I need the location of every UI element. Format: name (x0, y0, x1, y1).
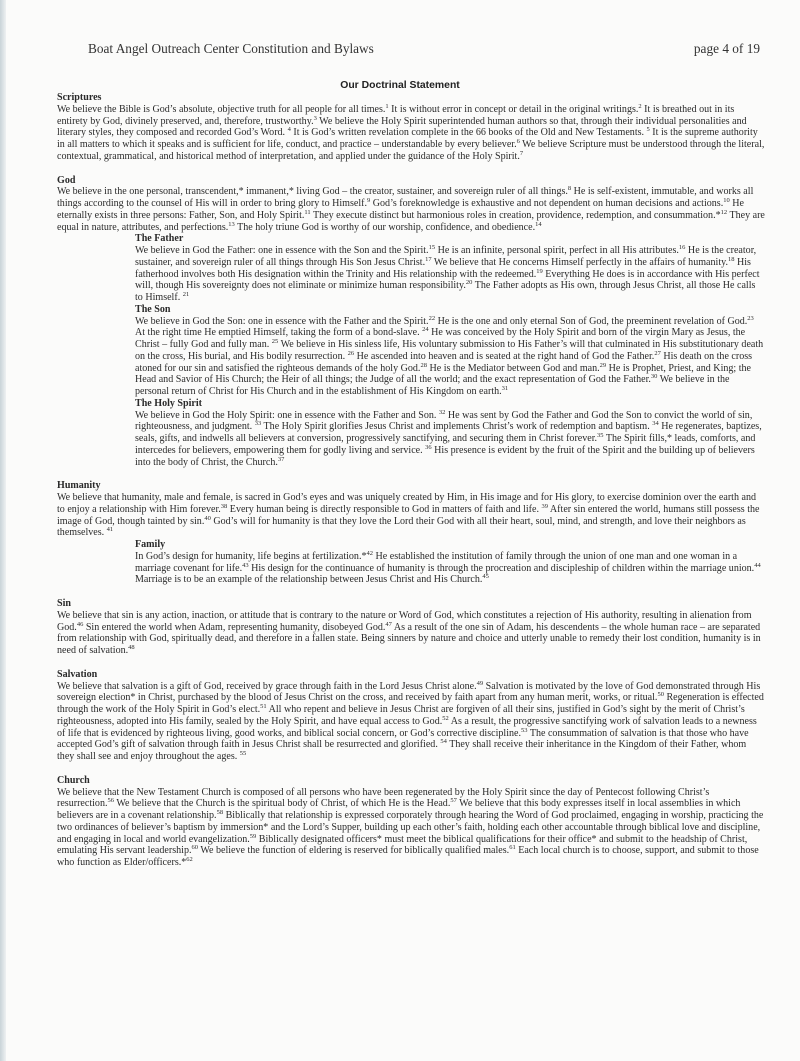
section-paragraph: We believe that humanity, male and female, is sacred in God’s eyes and was uniquely created by Him, in His image and for His glory, to exercise dominion over the earth and to enjoy a relationship with Him forever.$^{38}$ Every human being is directly responsible to God in matters of faith and life. $^{39}$ After sin entered the world, humans still possess the image of God, though tainted by sin.$^{40}$ God’s will for humanity is that they love the Lord their God with all their heart, soul, mind, and strength, and love their neighbors as themselves. $^{41}$ (57, 492, 760, 539)
footnote-ref: 5 (646, 126, 650, 134)
subsection-paragraph: In God’s design for humanity, life begins at fertilization.*$^{42}$ He established the institution of family through the union of one man and one woman in a marriage covenant for life.$^{43}$ His design for the continuance of humanity is through the procreation and discipleship of children within the marriage union.$^{44}$ Marriage is to be an example of the relationship between Jesus Christ and His Church.$^{45}$ (135, 549, 761, 586)
footnote-ref: 32 (438, 408, 446, 416)
footnote-ref: 36 (425, 443, 432, 451)
footnote-ref: 22 (428, 314, 436, 322)
subsection-paragraph: We believe in God the Holy Spirit: one in essence with the Father and Son. $^{32}$ He was sent by God the Father and God the Son to convict the world of sin, righteousness, and judgment. $^{33}$ The Holy Spirit glorifies Jesus Christ and implements Christ’s work of redemption and baptism. $^{34}$ He regenerates, baptizes, seals, gifts, and indwells all believers at conversion, progressively sanctifying, and securing them in Christ forever.$^{35}$ The Spirit fills,* leads, comforts, and intercedes for believers, empowering them for godly living and service. $^{36}$ His presence is evident by the fruit of the Spirit and the building up of believers into the body of Christ, the Church.$^{37}$ (135, 408, 762, 468)
footnote-ref: 45 (482, 573, 489, 581)
footnote-ref: 54 (440, 738, 447, 746)
section-paragraph: We believe in the one personal, transcendent,* immanent,* living God – the creator, sustainer, and sovereign ruler of all things.$^8$ He is self-existent, immutable, and works all things according to the counsel of His will in order to bring glory to Himself.$^9$ God’s foreknowledge is exhaustive and not dependent on human decisions and actions.$^{10}$ He eternally exists in three persons: Father, Son, and Holy Spirit.$^{11}$ They execute distinct but harmonious roles in creation, providence, redemption, and consummation.*$^{12}$ They are equal in nature, attributes, and perfections.$^{13}$ The holy triune God is worthy of our worship, confidence, and obedience.$^{14}$ (57, 185, 765, 233)
footnote-ref: 52 (442, 714, 449, 722)
footnote-ref: 26 (347, 349, 355, 357)
section-scriptures (57, 92, 765, 163)
footnote-ref: 59 (249, 832, 257, 840)
footnote-ref: 19 (536, 267, 543, 275)
footnote-ref: 39 (541, 502, 548, 510)
page-number: page 4 of 19 (693, 41, 760, 56)
footnote-ref: 50 (657, 691, 664, 699)
section-heading: Church (57, 774, 90, 786)
section-humanity (57, 480, 765, 586)
footnote-ref: 24 (422, 326, 429, 334)
subsection-paragraph: We believe in God the Father: one in essence with the Son and the Spirit.$^{15}$ He is an infinite, personal spirit, perfect in all His attributes.$^{16}$ He is the creator, sustainer, and sovereign ruler of all things through His Son Jesus Christ.$^{17}$ We believe that He concerns Himself perfectly in the affairs of humanity.$^{18}$ His fatherhood involves both His designation within the Trinity and His relationship with the redeemed.$^{19}$ Everything He does is in accordance with His perfect will, though His sovereignty does not eliminate or minimize human responsibility.$^{20}$ The Father adopts as His own, through Jesus Christ, all those He calls to Himself. $^{21}$ (135, 244, 760, 303)
subsection-family (135, 539, 765, 586)
footnote-ref: 53 (521, 726, 528, 734)
document-title: Boat Angel Outreach Center Constitution and Bylaws (88, 41, 374, 56)
footnote-ref: 47 (385, 620, 392, 628)
section-paragraph: We believe the Bible is God’s absolute, objective truth for all people for all times.$^1$ It is without error in concept or detail in the original writings.$^2$ It is breathed out in its entirety by God, divinely preserved, and, therefore, trustworthy.$^3$ We believe the Holy Spirit superintended human authors so that, through their individual personalities and literary styles, they composed and recorded God’s Word. $^4$ It is God’s written revelation complete in the 66 books of the Old and New Testaments. $^5$ It is the supreme authority in all matters to which it speaks and is sufficient for life, conduct, and practice – understandable by every believer.$^6$ We believe Scripture must be understood through the literal, contextual, grammatical, and historical method of interpretation, and applied under the guidance of the Holy Spirit.$^7$ (57, 102, 765, 162)
footnote-ref: 62 (186, 856, 193, 863)
footnote-ref: 56 (107, 797, 114, 805)
footnote-ref: 43 (242, 561, 249, 569)
footnote-ref: 46 (76, 620, 84, 628)
footnote-ref: 13 (228, 220, 235, 228)
footnote-ref: 48 (128, 644, 135, 651)
footnote-ref: 3 (313, 114, 317, 122)
footnote-ref: 11 (304, 208, 311, 216)
section-god (57, 175, 765, 469)
section-heading: Salvation (57, 668, 98, 680)
section-paragraph: We believe that the New Testament Church is composed of all persons who have been regenerated by the Holy Spirit since the day of Pentecost following Christ’s resurrection.$^{56}$ We believe that the Church is the spiritual body of Christ, of which He is the Head.$^{57}$ We believe that this body expresses itself in local assemblies in which believers are in a covenant relationship.$^{58}$ Biblically that relationship is expressed corporately through hearing the Word of God proclaimed, engaging in worship, practicing the two ordinances of believer’s baptism by immersion* and the Lord’s Supper, building up each other’s faith, holding each other accountable through biblical love and discipline, and engaging in local and world evangelization.$^{59}$ Biblically designated officers* must meet the biblical qualifications for their office* and submit to the headship of Christ, emulating His servant leadership.$^{60}$ We believe the function of eldering is reserved for biblically qualified males.$^{61}$ Each local church is to choose, support, and submit to those who function as Elder/officers.*$^{62}$ (57, 786, 764, 868)
footnote-ref: 30 (650, 373, 658, 381)
footnote-ref: 28 (420, 361, 427, 369)
footnote-ref: 9 (367, 197, 371, 204)
footnote-ref: 21 (182, 291, 190, 298)
footnote-ref: 58 (216, 809, 224, 816)
footnote-ref: 49 (476, 679, 484, 687)
footnote-ref: 23 (747, 314, 754, 322)
subsection-father (135, 233, 765, 304)
footnote-ref: 34 (652, 420, 659, 428)
footnote-ref: 7 (519, 149, 524, 157)
subsection-heading: The Holy Spirit (135, 397, 202, 409)
footnote-ref: 61 (509, 844, 516, 852)
footnote-ref: 38 (220, 502, 228, 510)
section-heading: Sin (57, 598, 71, 609)
footnote-ref: 40 (204, 514, 211, 522)
subsection-heading: Family (135, 539, 166, 550)
footnote-ref: 4 (287, 126, 291, 134)
footnote-ref: 18 (728, 255, 735, 263)
section-sin (57, 598, 765, 657)
footnote-ref: 41 (106, 526, 114, 534)
section-heading: God (57, 174, 76, 186)
section-heading: Scriptures (57, 92, 102, 103)
footnote-ref: 27 (654, 349, 661, 357)
footnote-ref: 10 (723, 197, 730, 204)
document-body (57, 92, 765, 881)
footnote-ref: 6 (516, 138, 520, 145)
section-church (57, 775, 765, 869)
subsection-heading: The Son (135, 303, 171, 315)
footnote-ref: 20 (465, 279, 473, 287)
footnote-ref: 12 (720, 208, 728, 216)
subsection-heading: The Father (135, 233, 184, 245)
section-paragraph: We believe that salvation is a gift of God, received by grace through faith in the Lord Jesus Christ alone.$^{49}$ Salvation is motivated by the love of God demonstrated through His sovereign election* in Christ, purchased by the blood of Jesus Christ on the cross, and received by faith apart from any human merit, works, or ritual.$^{50}$ Regeneration is effected through the work of the Holy Spirit in God’s elect.$^{51}$ All who repent and believe in Jesus Christ are forgiven of all their sins, justified in God’s sight by the merit of Christ’s righteousness, adopted into His family, sealed by the Holy Spirit, and have equal access to God.$^{52}$ As a result, the progressive sanctifying work of salvation leads to a newness of life that is evidenced by righteous living, good works, and biblical social concern, or God’s corrective discipline.$^{53}$ The consummation of salvation is that those who have accepted God’s gift of salvation through faith in Jesus Christ shall be resurrected and glorified. $^{54}$ They shall receive their inheritance in the Kingdom of their Father, whom they shall see and enjoy throughout the ages. $^{55}$ (57, 679, 764, 762)
footnote-ref: 29 (599, 361, 607, 369)
footnote-ref: 42 (366, 549, 373, 557)
footnote-ref: 1 (385, 102, 389, 110)
footnote-ref: 31 (501, 385, 509, 392)
footnote-ref: 51 (260, 703, 267, 710)
subsection-spirit (135, 398, 765, 469)
footnote-ref: 37 (277, 455, 285, 463)
footnote-ref: 8 (567, 185, 572, 193)
page-title: Our Doctrinal Statement (340, 80, 460, 91)
footnote-ref: 35 (597, 432, 604, 439)
section-salvation (57, 669, 765, 763)
footnote-ref: 16 (678, 244, 686, 251)
section-paragraph: We believe that sin is any action, inaction, or attitude that is contrary to the nature or Word of God, which constitutes a rejection of His authority, resulting in alienation from God.$^{46}$ Sin entered the world when Adam, representing humanity, disobeyed God.$^{47}$ As a result of the one sin of Adam, his descendents – the whole human race – are separated from relationship with God, spiritually dead, and therefore in a fallen state. Being sinners by nature and choice and utterly unable to remedy their lost condition, humanity is in need of salvation.$^{48}$ (57, 609, 761, 656)
subsection-son (135, 304, 765, 398)
footnote-ref: 15 (428, 244, 436, 251)
footnote-ref: 44 (754, 561, 761, 569)
scan-edge-shadow (0, 0, 6, 1061)
footnote-ref: 33 (254, 420, 262, 428)
section-heading: Humanity (57, 480, 101, 492)
page-header (88, 41, 760, 61)
footnote-ref: 14 (535, 220, 542, 228)
footnote-ref: 17 (425, 255, 432, 263)
subsection-paragraph: We believe in God the Son: one in essence with the Father and the Spirit.$^{22}$ He is the one and only eternal Son of God, the preeminent revelation of God.$^{23}$ At the right time He emptied Himself, taking the form of a bond-slave. $^{24}$ He was conceived by the Holy Spirit and born of the virgin Mary as Jesus, the Christ – fully God and fully man. $^{25}$ We believe in His sinless life, His voluntary submission to His Father’s will that culminated in His substitutionary death on the cross, His burial, and His bodily resurrection. $^{26}$ He ascended into heaven and is seated at the right hand of God the Father.$^{27}$ His death on the cross atoned for our sin and satisfied the righteous demands of the holy God.$^{28}$ He is the Mediator between God and man.$^{29}$ He is Prophet, Priest, and King; the Head and Savior of His Church; the Heir of all things; the Judge of all the world; and the exact representation of God the Father.$^{30}$ We believe in the personal return of Christ for His Church and in the establishment of His Kingdom on earth.$^{31}$ (135, 314, 764, 397)
footnote-ref: 25 (271, 338, 279, 345)
footnote-ref: 60 (191, 844, 198, 852)
footnote-ref: 2 (638, 102, 642, 110)
footnote-ref: 55 (239, 750, 247, 757)
footnote-ref: 57 (450, 797, 457, 805)
